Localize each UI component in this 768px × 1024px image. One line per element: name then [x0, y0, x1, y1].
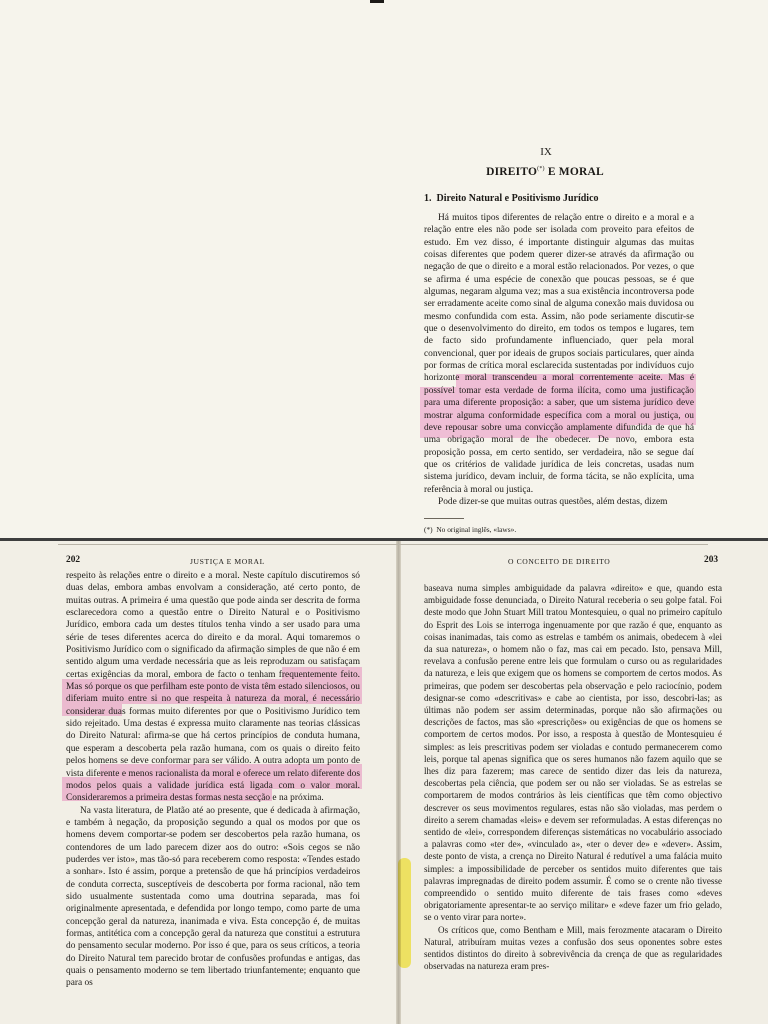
body-text	[424, 212, 694, 508]
page-number: 202	[66, 555, 81, 565]
footnote-marker: (*)	[537, 166, 545, 173]
paragraph: Pode dizer-se que muitas outras questões, além destas, dizem	[438, 496, 668, 507]
paragraph: Os críticos que, como Bentham e Mill, mais ferozmente atacaram o Direito Natural, atribuíram muitas vezes a confusão dos seus oponentes sobre estes sentidos distintos do direito à sobrevivência da crença de que as regularidades observadas na natureza eram pres-	[424, 924, 722, 972]
page-number: 203	[704, 555, 719, 565]
chapter-title-word: DIREITO	[486, 166, 538, 178]
chapter-title-rest: E MORAL	[544, 166, 604, 178]
paragraph: baseava numa simples ambiguidade da palavra «direito» e que, quando esta ambiguidade fosse denunciada, o Direito Natural receberia o seu golpe fatal. Foi deste modo que John Stuart Mill tratou Montesquieu, o qual no primeiro capítulo do Esprit des Lois se interroga ingenuamente por que razão é que, enquanto as coisas inanimadas, tais como as estrelas e também os animais, obedecem à «lei da sua natureza», o homem não o faz, mas cai em pecado. Isto, pensava Mill, revelava a confusão perene entre leis que formulam o curso ou as regularidades da natureza, e leis que exigem que os homens se comportem de certos modos. As primeiras, que podem ser descobertas pela observação e pelo raciocínio, podem designar-se como «descritivas» e cabe ao cientista, por isso, descobri-las; as últimas não podem ser assim determinadas, porque não são afirmações ou descrições de factos, mas são «prescrições» ou exigências de que os homens se comportem de certos modos. Por isso, a resposta à questão de Montesquieu é simples: as leis prescritivas podem ser violadas e contudo permanecerem como leis, porque tal apenas significa que os seres humanos não fazem aquilo que se lhes diz para fazerem; mas carece de sentido dizer das leis da natureza, descobertas pela ciência, que podem ser ou não ser violadas. Se as estrelas se comportarem de modos contrários às leis científicas que têm como objectivo descrever os seus movimentos regulares, estas não são violadas, mas perdem o direito a serem chamadas «leis» e devem ser reformuladas. A estas diferenças no sentido de «lei», correspondem diferenças sistemáticas no vocabulário associado a palavras como «ter de», «vinculado a», «ter o dever de» e «dever». Assim, deste ponto de vista, a crença no Direito Natural é redutível a uma falácia muito simples: a impossibilidade de perceber os sentidos muito diferentes que tais palavras impregnadas de direito podem assumir. É como se o crente não tivesse compreendido o sentido muito diferente de tais frases como «deves obrigatoriamente apresentar-te ao serviço militar» e «deve fazer um frio gelado, se o vento virar para norte».	[424, 583, 722, 923]
paragraph: Há muitos tipos diferentes de relação entre o direito e a moral e a relação entre eles não pode ser isolada com proveito para efeitos de estudo. Em vez disso, é importante distinguir algumas das muitas coisas diferentes que podem querer dizer-se através da afirmação ou negação de que o direito e a moral estão relacionados. Por vezes, o que se afirma é uma espécie de conexão que poucas pessoas, se é que algumas, negaram alguma vez; mas a sua existência incontroversa pode ser erradamente aceite como sinal de alguma conexão mais duvidosa ou mesmo confundida com esta. Assim, não pode seriamente discutir-se que o desenvolvimento do direito, em todos os tempos e lugares, tem de facto sido profundamente influenciado, quer pela moral convencional, quer por ideais de grupos sociais particulares, quer ainda por formas de crítica moral esclarecida sustentadas por indivíduos cujo horizonte moral transcendeu a moral correntemente aceite. Mas é possível tomar esta verdade de forma ilícita, como uma justificação para uma diferente proposição: a saber, que um sistema jurídico deve mostrar alguma conformidade específica com a moral ou justiça, ou deve repousar sobre uma convicção amplamente difundida de que há uma obrigação moral de lhe obedecer. De novo, embora esta proposição possa, em certo sentido, ser verdadeira, não se segue daí que os critérios de validade jurídica de leis concretas, usadas num sistema jurídico, devam incluir, de forma tácita, se não explícita, uma referência à moral ou justiça.	[424, 213, 694, 495]
paragraph: respeito às relações entre o direito e a moral. Neste capítulo discutiremos só duas delas, embora ambas envolvam a consideração, até certo ponto, de muitas outras. A primeira é uma questão que pode ainda ser descrita de forma esclarecedora como a questão entre o Direito Natural e o Positivismo Jurídico, embora cada um destes títulos tenha vindo a ser usado para uma série de teses diferentes acerca do direito e da moral. Aqui tomaremos o Positivismo Jurídico com o significado da afirmação simples de que não é em sentido algum uma verdade necessária que as leis reproduzam ou satisfaçam certas exigências da moral, embora de facto o tenham frequentemente feito. Mas só porque os que perfilham este ponto de vista têm estado silenciosos, ou diferiam muito entre si no que respeita à natureza da moral, é necessário considerar duas formas muito diferentes por que o Positivismo Jurídico tem sido rejeitado. Uma destas é expressa muito claramente nas teorias clássicas do Direito Natural: afirma-se que há certos princípios de conduta humana, que esperam a descoberta pela razão humana, com os quais o direito feito pelos homens se deve conformar para ser válido. A outra adopta um ponto de vista diferente e menos racionalista da moral e oferece um relato diferente dos modos pelos quais a validade jurídica está ligada com o valor moral. Consideraremos a primeira destas formas nesta secção e na próxima.	[66, 571, 360, 804]
scan-edge-mark	[370, 0, 384, 3]
paragraph: Na vasta literatura, de Platão até ao presente, que é dedicada à afirmação, e também à negação, da proposição segundo a qual os modos por que os homens devem comportar-se podem ser descobertos pela razão humana, os contendores de um lado parecem dizer aos do outro: «Sois cegos se não puderdes ver isto», mas tão-só para receberem como resposta: «Tendes estado a sonhar». Isto é assim, porque a pretensão de que há princípios verdadeiros de conduta correcta, susceptíveis de descoberta por forma racional, não tem sido usualmente sustentada como uma doutrina separada, mas foi originalmente apresentada, e defendida por longo tempo, como parte de uma concepção geral da natureza, inanimada e viva. Esta concepção é, de muitas formas, antitética com a concepção geral da natureza que constitui a estrutura do pensamento secular moderno. Por isso é que, para os seus críticos, a teoria do Direito Natural tem parecido brotar de confusões profundas e antigas, das quais o pensamento moderno se tem libertado triunfantemente; enquanto que para os	[66, 805, 360, 989]
page-divider	[58, 544, 708, 545]
section-heading: 1. Direito Natural e Positivismo Jurídico	[424, 193, 599, 204]
book-spine	[396, 541, 401, 1024]
body-text	[424, 582, 722, 973]
chapter-number: IX	[540, 146, 552, 158]
footnote: (*) No original inglês, «laws».	[424, 525, 517, 534]
body-text	[66, 570, 360, 990]
footnote-rule	[424, 518, 464, 519]
chapter-title	[440, 166, 650, 178]
running-head: O CONCEITO DE DIREITO	[508, 557, 611, 566]
running-head: JUSTIÇA E MORAL	[190, 557, 265, 566]
